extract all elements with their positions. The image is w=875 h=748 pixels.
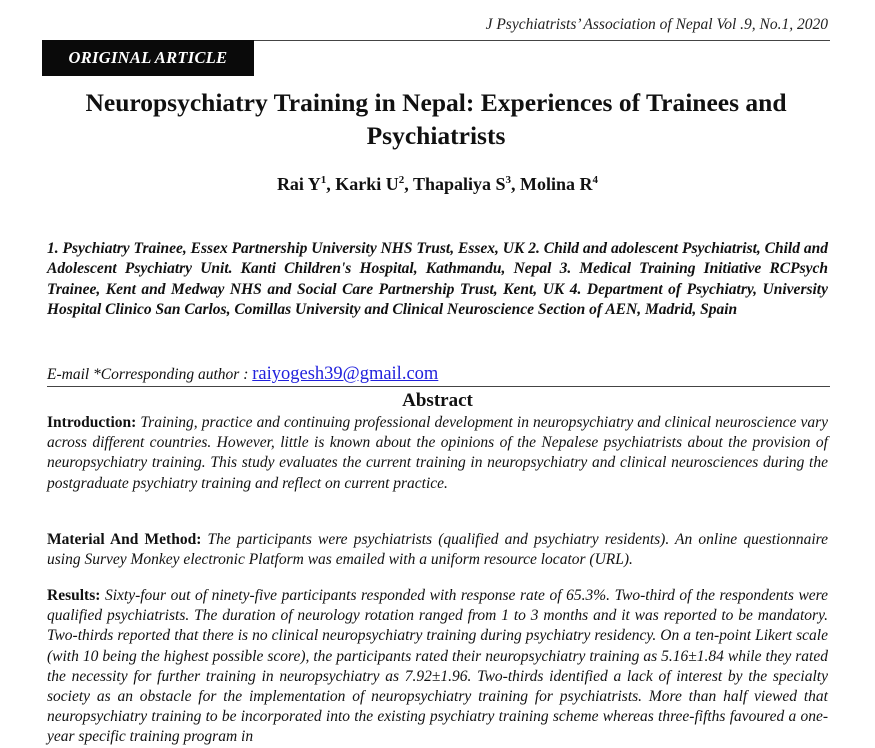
abstract-introduction bbox=[47, 413, 828, 494]
section-text: Training, practice and continuing professional development in neuropsychiatry and clinical neuroscience vary across different countries. However, little is known about the opinions of the Nepalese psychiatrists about the provision of neuropsychiatry training. This study evaluates the current training in neuropsychiatry and clinical neurosciences during the postgraduate psychiatry training and reflect on current practice. bbox=[47, 414, 828, 492]
section-label: Introduction: bbox=[47, 414, 137, 431]
abstract-rule bbox=[47, 386, 830, 387]
author: Thapaliya $S^3$, bbox=[412, 174, 521, 194]
author: Karki $U^2$, bbox=[335, 174, 413, 194]
author: Molina $R^4$ bbox=[520, 174, 599, 194]
affiliations: 1. Psychiatry Trainee, Essex Partnership University NHS Trust, Essex, UK 2. Child and adolescent Psychiatrist, Child and Adolescent Psychiatry Unit. Kanti Children's Hospital, Kathmandu, Nepal 3. Medical Training Initiative RCPsych Trainee, Kent and Medway NHS and Social Care Partnership Trust, Kent, UK 4. Department of Psychiatry, University Hospital Clinico San Carlos, Comillas University and Clinical Neuroscience Section of AEN, Madrid, Spain bbox=[47, 240, 828, 319]
section-text: The participants were psychiatrists (qualified and psychiatry residents). An online questionnaire using Survey Monkey electronic Platform was emailed with a uniform resource locator (URL). bbox=[47, 531, 828, 569]
email-label: E-mail *Corresponding author : bbox=[47, 366, 253, 383]
section-text: Sixty-four out of ninety-five participants responded with response rate of 65.3%. Two-third of the respondents were qualified psychiatrists. The duration of neurology rotation ranged from 1 to 3 months and it was reported to be mandatory. Two-thirds reported that there is no clinical neuropsychiatry training during psychiatry residency. On a ten-point Likert scale (with 10 being the highest possible score), the participants rated their neuropsychiatry training as 5.16±1.84 while they rated the necessity for further training in neuropsychiatry as 7.92±1.96. Two-thirds identified a lack of interest by the specialty society as an obstacle for the implementation of neuropsychiatry training for psychiatrists. More than half viewed that neuropsychiatry training to be incorporated into the existing psychiatry training scheme whereas three-fifths favoured a one-year specific training program in bbox=[47, 587, 828, 746]
email-link[interactable]: raiyogesh39@gmail.com bbox=[252, 364, 439, 384]
journal-citation: J Psychiatrists’ Association of Nepal Vol .9, No.1, 2020 bbox=[485, 16, 828, 33]
article-type-badge: ORIGINAL ARTICLE bbox=[42, 40, 254, 76]
corresponding-email bbox=[47, 364, 438, 385]
author-list bbox=[0, 174, 875, 195]
section-label: Material And Method: bbox=[47, 531, 202, 548]
abstract-heading: Abstract bbox=[402, 390, 473, 411]
paper-title: Neuropsychiatry Training in Nepal: Experiences of Trainees and Psychiatrists bbox=[85, 88, 787, 150]
author: Rai $Y^1$, bbox=[276, 174, 336, 194]
section-label: Results: bbox=[47, 587, 101, 604]
abstract-method bbox=[47, 530, 828, 570]
abstract-results bbox=[47, 586, 828, 748]
